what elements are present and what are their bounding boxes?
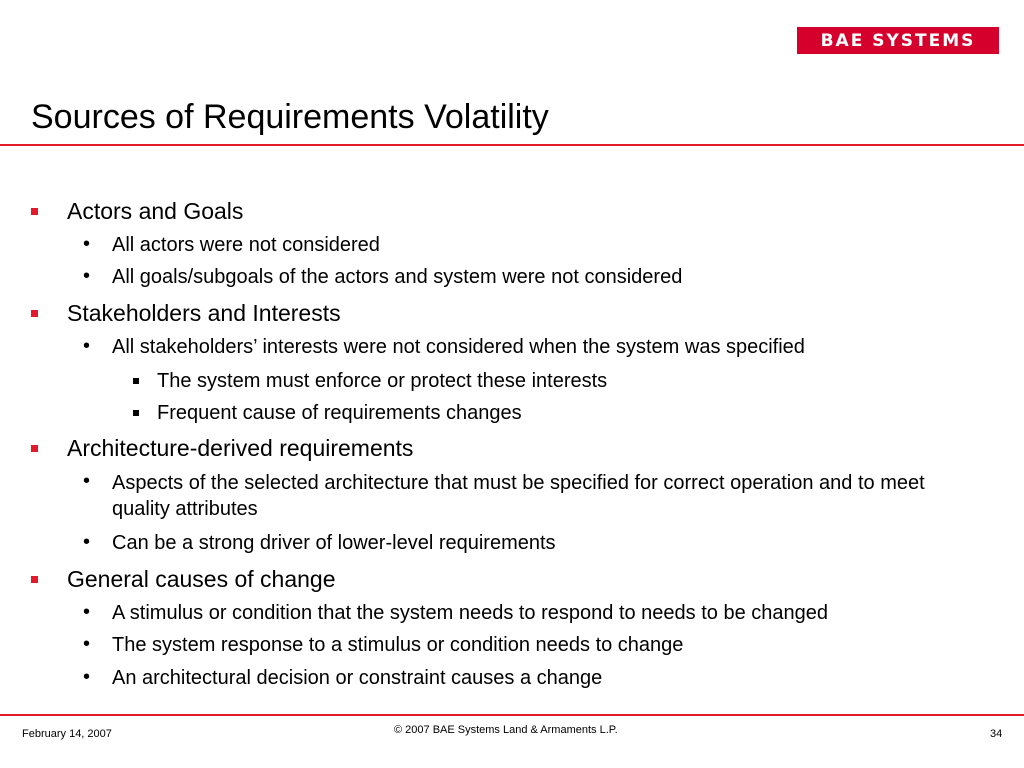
bullet-square-icon — [31, 310, 38, 317]
bullet-square-icon — [31, 208, 38, 215]
bullet-dot-icon: • — [83, 666, 91, 688]
bullet-level3: The system must enforce or protect these interests — [157, 370, 608, 392]
slide-title: Sources of Requirements Volatility — [31, 98, 549, 136]
bullet-level2: All actors were not considered — [112, 234, 380, 256]
bullet-square-small-icon — [133, 410, 139, 416]
bullet-level2: An architectural decision or constraint causes a change — [112, 667, 603, 689]
bullet-level2: All stakeholders’ interests were not considered when the system was specified — [112, 336, 805, 358]
bullet-dot-icon: • — [83, 633, 91, 655]
footer-divider — [0, 714, 1024, 716]
bullet-dot-icon: • — [83, 335, 91, 357]
bullet-dot-icon: • — [83, 531, 91, 553]
footer-copyright: © 2007 BAE Systems Land & Armaments L.P. — [394, 724, 618, 736]
bullet-level3: Frequent cause of requirements changes — [157, 402, 522, 424]
bullet-level2: All goals/subgoals of the actors and system were not considered — [112, 266, 683, 288]
bullet-level2: A stimulus or condition that the system needs to respond to needs to be changed — [112, 602, 829, 624]
bae-systems-logo: BAE SYSTEMS — [797, 27, 999, 54]
bullet-level2: The system response to a stimulus or condition needs to change — [112, 634, 684, 656]
page-number: 34 — [990, 728, 1003, 740]
footer-date: February 14, 2007 — [22, 728, 112, 740]
bullet-level2: Aspects of the selected architecture that must be specified for correct operation and to meet quality attributes — [112, 472, 925, 520]
bullet-level1: Actors and Goals — [67, 198, 244, 224]
bullet-dot-icon: • — [83, 233, 91, 255]
bullet-square-icon — [31, 445, 38, 452]
bullet-dot-icon: • — [83, 601, 91, 623]
bullet-square-small-icon — [133, 378, 139, 384]
bullet-dot-icon: • — [83, 470, 91, 492]
bullet-level1: General causes of change — [67, 566, 336, 592]
bullet-level1: Architecture-derived requirements — [67, 435, 414, 461]
bullet-square-icon — [31, 576, 38, 583]
bullet-dot-icon: • — [83, 265, 91, 287]
bullet-level1: Stakeholders and Interests — [67, 300, 341, 326]
bullet-level2: Can be a strong driver of lower-level requirements — [112, 532, 556, 554]
